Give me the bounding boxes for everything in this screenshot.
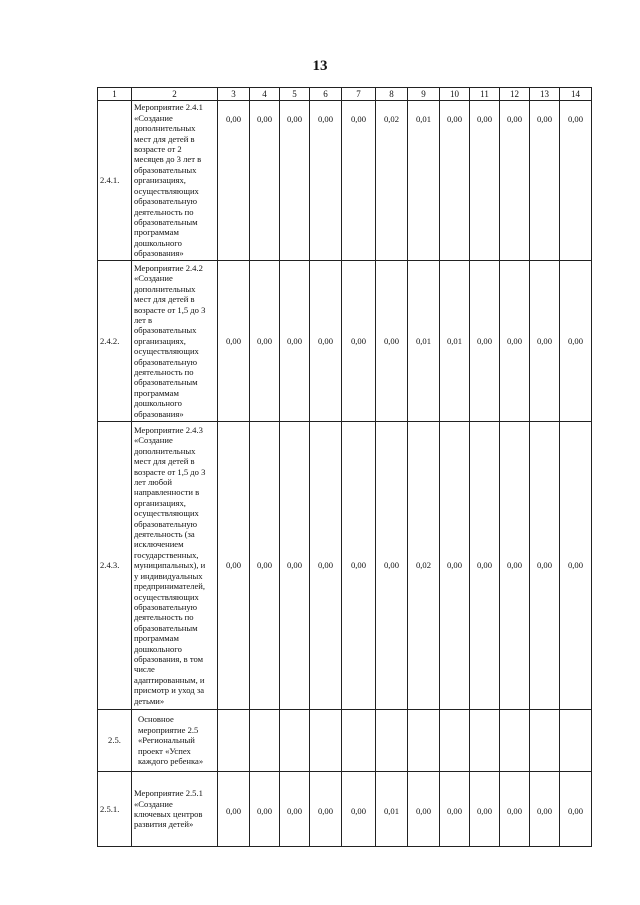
table-row: [98, 772, 592, 847]
value-cell: 0,00: [376, 261, 408, 422]
value-cell: 0,00: [280, 261, 310, 422]
column-header: 5: [280, 88, 310, 101]
table-row: [98, 422, 592, 710]
column-header: 14: [560, 88, 592, 101]
value-cell: 0,00: [342, 422, 376, 710]
row-description: Мероприятие 2.5.1 «Создание ключевых центров развития детей»: [132, 772, 218, 847]
value-cell: [530, 710, 560, 772]
row-description: Мероприятие 2.4.1 «Создание дополнительных мест для детей в возрасте от 2 месяцев до 3 лет в образовательных организациях, осуществляющих образовательную деятельность по образовательным программам дошкольного образования»: [132, 101, 218, 261]
measures-table: [97, 87, 592, 847]
value-cell: 0,00: [280, 772, 310, 847]
value-cell: 0,01: [376, 772, 408, 847]
value-cell: [440, 710, 470, 772]
row-description: Мероприятие 2.4.2 «Создание дополнительных мест для детей в возрасте от 1,5 до 3 лет в образовательных организациях, осуществляющих образовательную деятельность по образовательным программам дошкольного образования»: [132, 261, 218, 422]
value-cell: [218, 710, 250, 772]
table-row: [98, 101, 592, 261]
value-cell: 0,00: [560, 422, 592, 710]
value-cell: [342, 710, 376, 772]
value-cell: 0,00: [470, 772, 500, 847]
column-header: 6: [310, 88, 342, 101]
value-cell: 0,00: [530, 101, 560, 261]
value-cell: [408, 710, 440, 772]
page-number: 13: [312, 58, 328, 74]
value-cell: 0,00: [530, 422, 560, 710]
value-cell: 0,01: [408, 101, 440, 261]
value-cell: 0,01: [440, 261, 470, 422]
value-cell: 0,00: [530, 261, 560, 422]
column-header: 7: [342, 88, 376, 101]
value-cell: 0,00: [500, 101, 530, 261]
value-cell: 0,00: [470, 101, 500, 261]
row-description: Основное мероприятие 2.5 «Региональный проект «Успех каждого ребенка»: [132, 710, 218, 772]
value-cell: 0,00: [310, 772, 342, 847]
row-code: 2.5.1.: [98, 772, 132, 847]
value-cell: 0,00: [218, 772, 250, 847]
value-cell: 0,00: [218, 422, 250, 710]
value-cell: [376, 710, 408, 772]
row-description: Мероприятие 2.4.3 «Создание дополнительных мест для детей в возрасте от 1,5 до 3 лет любой направленности в организациях, осуществляющих образовательную деятельность (за исключением государственных, муниципальных), и у индивидуальных предпринимателей, осуществляющих образовательную деятельность по образовательным программам дошкольного образования, в том числе адаптированным, и присмотр и уход за детьми»: [132, 422, 218, 710]
column-header: 3: [218, 88, 250, 101]
value-cell: [310, 710, 342, 772]
value-cell: 0,00: [470, 261, 500, 422]
value-cell: 0,00: [440, 772, 470, 847]
value-cell: [280, 710, 310, 772]
value-cell: 0,00: [500, 422, 530, 710]
value-cell: 0,00: [408, 772, 440, 847]
value-cell: 0,00: [250, 261, 280, 422]
value-cell: [250, 710, 280, 772]
value-cell: 0,00: [560, 261, 592, 422]
value-cell: 0,00: [310, 261, 342, 422]
value-cell: 0,00: [280, 101, 310, 261]
row-code: 2.4.1.: [98, 101, 132, 261]
value-cell: 0,00: [376, 422, 408, 710]
column-header: 4: [250, 88, 280, 101]
value-cell: 0,00: [280, 422, 310, 710]
table-row: [98, 710, 592, 772]
value-cell: 0,00: [310, 101, 342, 261]
value-cell: 0,00: [530, 772, 560, 847]
row-code: 2.5.: [98, 710, 132, 772]
column-header: 11: [470, 88, 500, 101]
value-cell: 0,02: [376, 101, 408, 261]
value-cell: 0,00: [440, 101, 470, 261]
value-cell: 0,00: [218, 101, 250, 261]
value-cell: 0,00: [500, 261, 530, 422]
value-cell: 0,01: [408, 261, 440, 422]
table-row: [98, 261, 592, 422]
value-cell: 0,00: [342, 772, 376, 847]
value-cell: 0,00: [500, 772, 530, 847]
value-cell: [470, 710, 500, 772]
column-header: 8: [376, 88, 408, 101]
column-header: 10: [440, 88, 470, 101]
value-cell: 0,00: [470, 422, 500, 710]
value-cell: 0,00: [250, 772, 280, 847]
header-row: [98, 88, 592, 101]
column-header: 12: [500, 88, 530, 101]
value-cell: 0,02: [408, 422, 440, 710]
value-cell: 0,00: [560, 101, 592, 261]
column-header: 9: [408, 88, 440, 101]
column-header: 13: [530, 88, 560, 101]
value-cell: 0,00: [342, 101, 376, 261]
value-cell: 0,00: [250, 101, 280, 261]
value-cell: 0,00: [218, 261, 250, 422]
value-cell: 0,00: [250, 422, 280, 710]
value-cell: 0,00: [440, 422, 470, 710]
row-code: 2.4.2.: [98, 261, 132, 422]
value-cell: 0,00: [310, 422, 342, 710]
row-code: 2.4.3.: [98, 422, 132, 710]
value-cell: [500, 710, 530, 772]
value-cell: 0,00: [342, 261, 376, 422]
value-cell: [560, 710, 592, 772]
column-header: 2: [132, 88, 218, 101]
column-header: 1: [98, 88, 132, 101]
value-cell: 0,00: [560, 772, 592, 847]
